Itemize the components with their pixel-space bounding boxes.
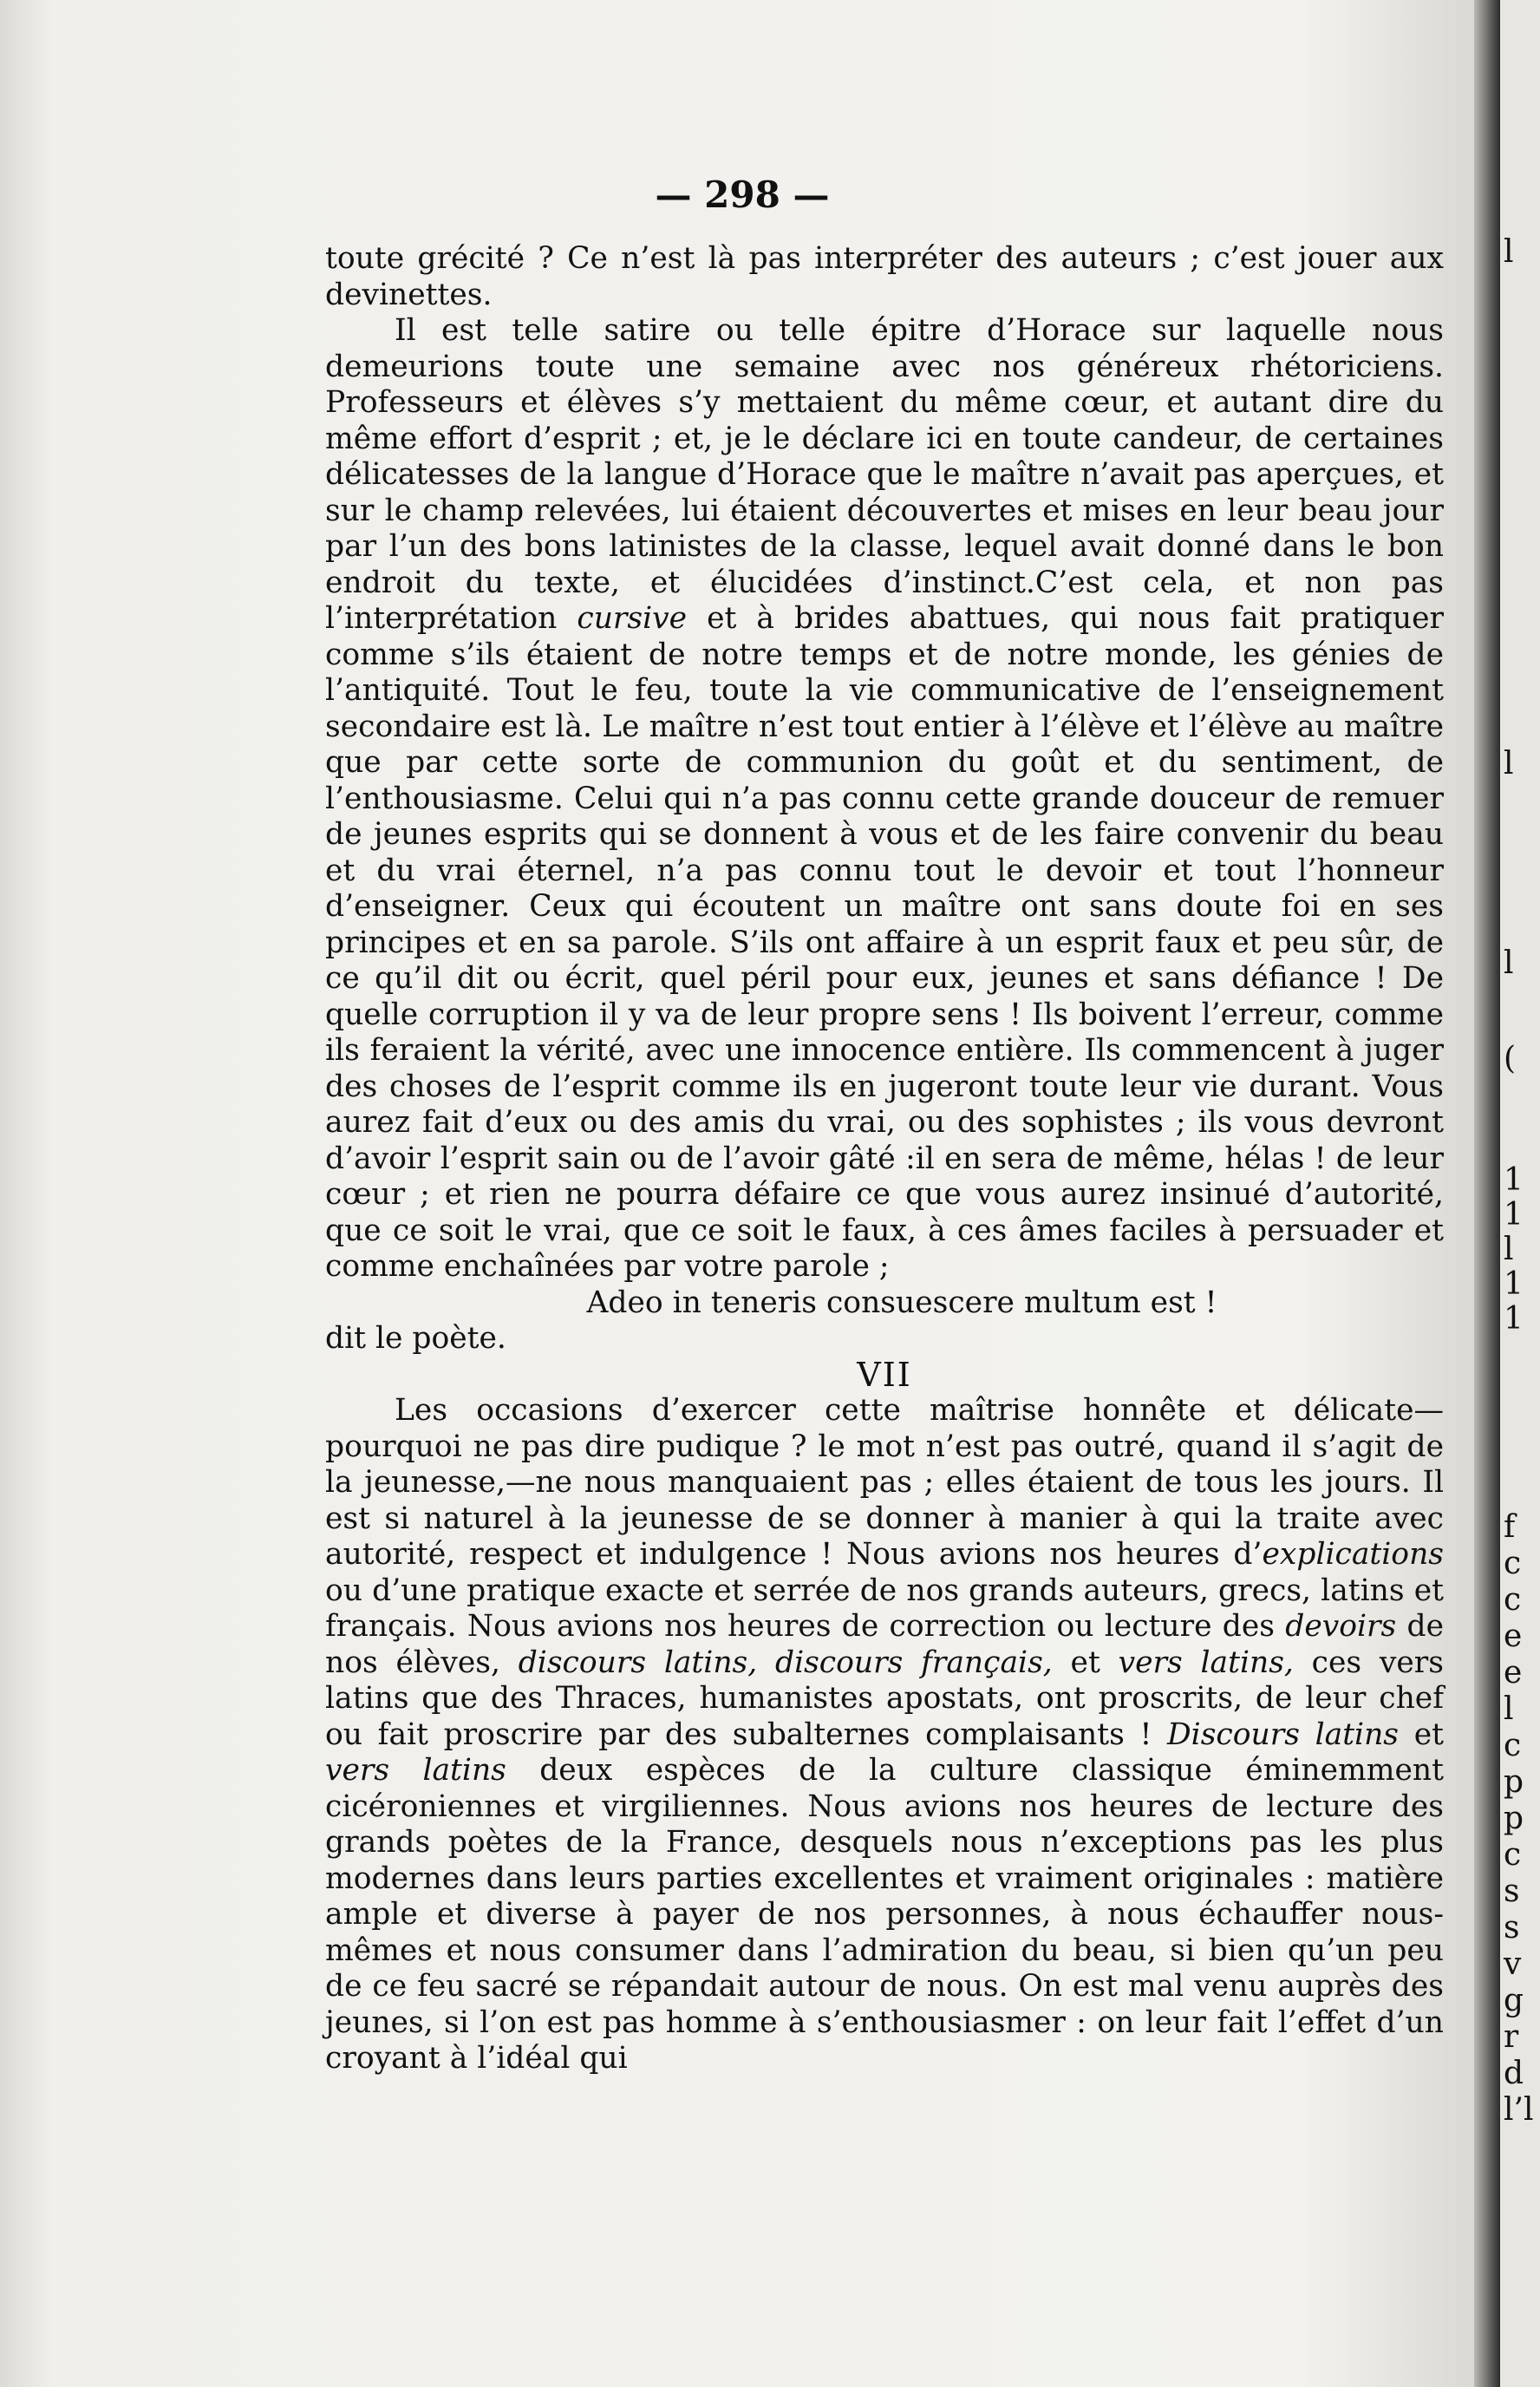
section-heading: VII [857, 1355, 912, 1394]
paragraph-3-text-b: ou d’une pratique exacte et serrée de nos grands auteurs, grecs, latins et français. Nous avions nos heures de correction ou lecture des [325, 1573, 1444, 1644]
facing-fragment: ( [1504, 1041, 1517, 1076]
italic-discours: discours latins, discours français, [518, 1645, 1053, 1680]
facing-fragment: 1 [1504, 1197, 1524, 1233]
italic-explications: explications [1262, 1537, 1444, 1572]
italic-vers-latins-2: vers latins [325, 1753, 506, 1788]
paragraph-2-text-b: et à brides abattues, qui nous fait pratiquer comme s’ils étaient de notre temps et de notre monde, les génies de l’antiquité. Tout le feu, toute la vie communicative de l’enseignement secondaire est là. Le maître n’est tout entier à l’élève et l’élève au maître que par cette sorte de communion du goût et du sentiment, de l’enthousiasme. Celui qui n’a pas connu cette grande douceur de remuer de jeunes esprits qui se donnent à vous et de les faire convenir du beau et du vrai éternel, n’a pas connu tout le devoir et tout l’honneur d’enseigner. Ceux qui écoutent un maître ont sans doute foi en ses principes et en sa parole. S’ils ont affaire à un esprit faux et peu sûr, de ce qu’il dit ou écrit, quel péril pour eux, jeunes et sans défiance ! De quelle corruption il y va de leur propre sens ! Ils boivent l’erreur, comme ils feraient la vérité, avec une innocence entière. Ils commencent à juger des choses de l’esprit comme ils en jugeront toute leur vie durant. Vous aurez fait d’eux ou des amis du vrai, ou des sophistes ; ils vous devront d’avoir l’esprit sain ou de l’avoir gâté :il en sera de même, hélas ! de leur cœur ; et rien ne pourra défaire ce que vous aurez insinué d’autorité, que ce soit le vrai, que ce soit le faux, à ces âmes faciles à persuader et comme enchaînées par votre parole ; [325, 601, 1444, 1284]
paragraph-2-text-a: Il est telle satire ou telle épitre d’Horace sur laquelle nous demeurions toute une semaine avec nos généreux rhétoriciens. Professeurs et élèves s’y mettaient du même cœur, et autant dire du même effort d’esprit ; et, je le déclare ici en toute candeur, de certaines délicatesses de la langue d’Horace que le maître n’avait pas aperçues, et sur le champ relevées, lui étaient découvertes et mises en leur beau jour par l’un des bons latinistes de la classe, lequel avait donné dans le bon endroit du texte, et élucidées d’instinct.C’est cela, et non pas l’interprétation [325, 313, 1444, 636]
facing-fragment: v [1504, 1946, 1522, 1982]
paragraph-3 [325, 1393, 1444, 2077]
facing-fragment: 1 [1504, 1266, 1524, 1302]
paragraph-3-text-f: et [1399, 1717, 1444, 1752]
facing-fragment: l [1504, 1232, 1514, 1267]
facing-fragment: s [1504, 1874, 1520, 1909]
paragraph-3-text-d: et [1052, 1645, 1119, 1680]
paragraph-2 [325, 313, 1444, 1285]
paragraph-3-text-a: Les occasions d’exercer cette maîtrise honnête et délicate—pourquoi ne pas dire pudique ? le mot n’est pas outré, quand il s’agit de la jeunesse,—ne nous manquaient pas ; elles étaient de tous les jours. Il est si naturel à la jeunesse de se donner à manier à qui la traite avec autorité, respect et indulgence ! Nous avions nos heures d’ [325, 1393, 1444, 1572]
italic-cursive: cursive [577, 601, 688, 636]
facing-fragment: c [1504, 1582, 1522, 1618]
italic-devoirs: devoirs [1285, 1609, 1397, 1644]
paragraph-1: toute grécité ? Ce n’est là pas interpréter des auteurs ; c’est jouer aux devinettes. [325, 241, 1444, 312]
italic-vers-latins: vers latins, [1118, 1645, 1294, 1680]
facing-fragment: f [1504, 1509, 1516, 1545]
italic-discours-latins: Discours latins [1167, 1717, 1400, 1752]
facing-fragment: s [1504, 1910, 1520, 1946]
facing-fragment: l [1504, 746, 1514, 781]
facing-fragment: e [1504, 1655, 1523, 1691]
latin-verse-quote: Adeo in teneris consuescere multum est ! [586, 1285, 1217, 1320]
facing-fragment: l [1504, 945, 1514, 981]
page-number: — 298 — [655, 173, 830, 216]
facing-fragment: l [1504, 234, 1514, 270]
facing-fragment: r [1504, 2019, 1519, 2055]
facing-fragment: 1 [1504, 1301, 1524, 1337]
facing-fragment: c [1504, 1728, 1522, 1763]
page-body [325, 241, 1444, 2077]
facing-fragment: 1 [1504, 1162, 1524, 1198]
paragraph-3-text-e: ces vers latins que des Thraces, humanistes apostats, ont proscrits, de leur chef ou fait proscrire par des subalternes complaisants ! [325, 1645, 1444, 1752]
paragraph-3-text-g: deux espèces de la culture classique éminemment cicéroniennes et virgiliennes. Nous avions nos heures de lecture des grands poètes de la France, desquels nous n’exceptions pas les plus modernes dans leurs parties excellentes et vraiment originales : matière ample et diverse à payer de nos personnes, à nous échauffer nous-mêmes et nous consumer dans l’admiration du beau, si bien qu’un peu de ce feu sacré se répandait autour de nous. On est mal venu auprès des jeunes, si l’on est pas homme à s’enthousiasmer : on leur fait l’effet d’un croyant à l’idéal qui [325, 1753, 1444, 2076]
facing-page-edge [1500, 0, 1540, 2387]
facing-fragment: d [1504, 2056, 1524, 2091]
verse-attribution: dit le poète. [325, 1321, 506, 1356]
facing-fragment: e [1504, 1619, 1523, 1654]
facing-fragment: p [1504, 1801, 1524, 1836]
facing-fragment: p [1504, 1764, 1524, 1800]
facing-fragment: l’l [1504, 2092, 1534, 2128]
facing-fragment: l [1504, 1691, 1514, 1727]
facing-fragment: c [1504, 1546, 1522, 1581]
facing-fragment: c [1504, 1837, 1522, 1873]
facing-fragment: g [1504, 1983, 1524, 2018]
book-binding-shadow [1474, 0, 1500, 2387]
paragraph-3-text-c: de nos élèves, [325, 1609, 1444, 1680]
